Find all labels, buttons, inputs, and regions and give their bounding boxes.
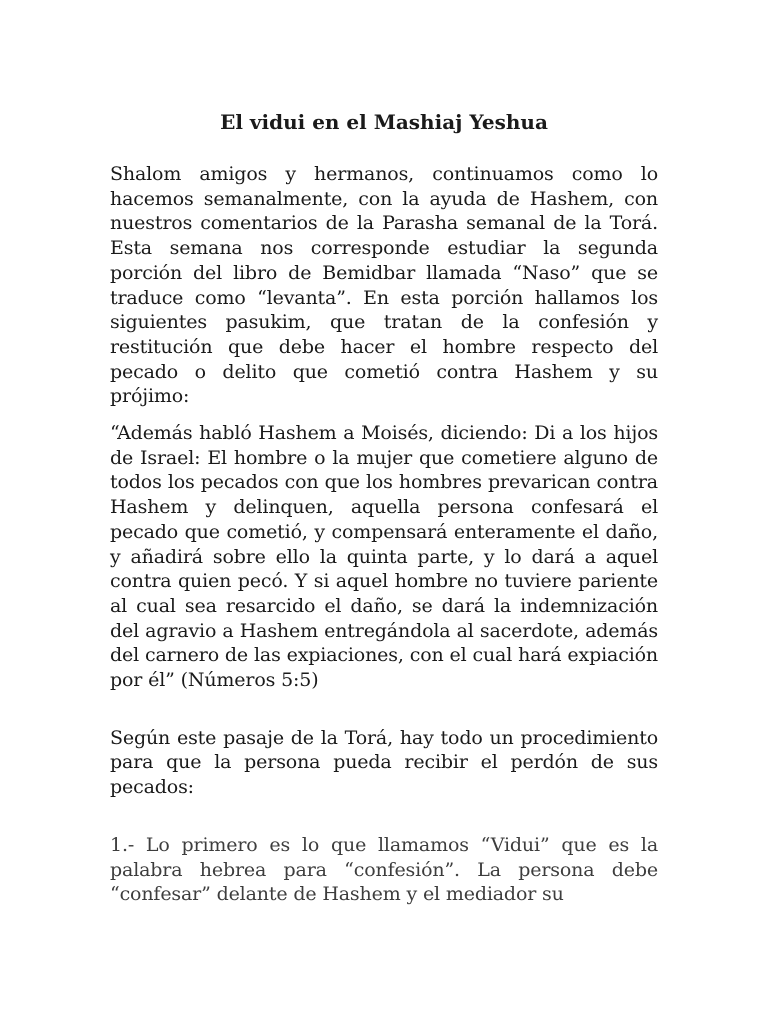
paragraph-step-one: 1.- Lo primero es lo que llamamos “Vidui” que es la palabra hebrea para “confesión”. La persona debe “confesar” delante de Hashem y el mediador su [110,833,658,906]
paragraph-spacer [110,409,658,421]
paragraph-intro: Shalom amigos y hermanos, continuamos como lo hacemos semanalmente, con la ayuda de Hashem, con nuestros comentarios de la Parasha semanal de la Torá. Esta semana nos corresponde estudiar la segunda porción del libro de Bemidbar llamada “Naso” que se traduce como “levanta”. En esta porción hallamos los siguientes pasukim, que tratan de la confesión y restitución que debe hacer el hombre respecto del pecado o delito que cometió contra Hashem y su prójimo: [110,163,658,408]
paragraph-spacer [110,693,658,726]
document-title: El vidui en el Mashiaj Yeshua [220,110,548,134]
paragraph-procedure: Según este pasaje de la Torá, hay todo un procedimiento para que la persona pueda recibir el perdón de sus pecados: [110,726,658,799]
paragraph-quote: “Además habló Hashem a Moisés, diciendo: Di a los hijos de Israel: El hombre o la mujer que cometiere alguno de todos los pecados con que los hombres prevarican contra Hashem y delinquen, aquella persona confesará el pecado que cometió, y compensará enteramente el daño, y añadirá sobre ello la quinta parte, y lo dará a aquel contra quien pecó. Y si aquel hombre no tuviere pariente al cual sea resarcido el daño, se dará la indemnización del agravio a Hashem entregándola al sacerdote, además del carnero de las expiaciones, con el cual hará expiación por él” (Números 5:5) [110,422,658,692]
document-page [110,108,658,907]
paragraph-spacer [110,800,658,833]
